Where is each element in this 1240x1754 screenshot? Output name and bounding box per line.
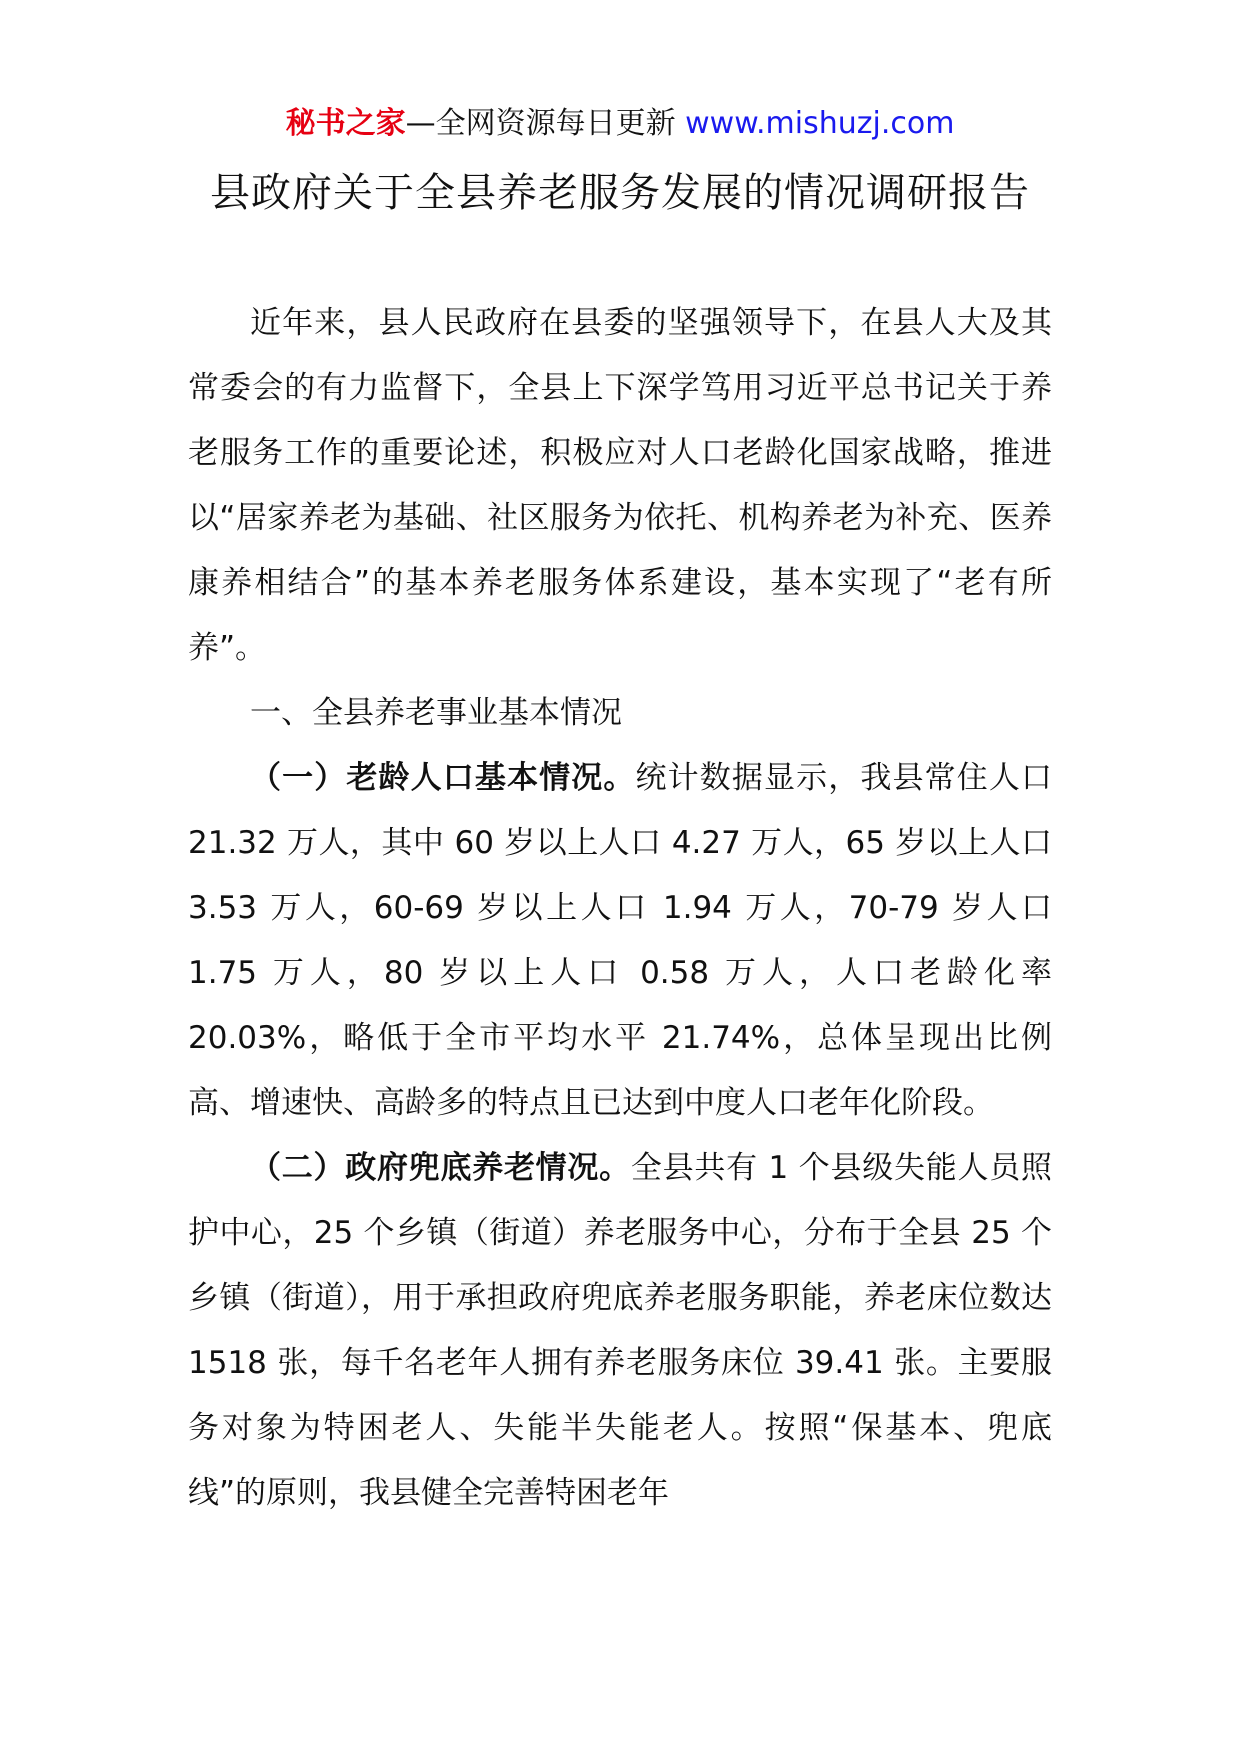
subsection-text-2: 全县共有 1 个县级失能人员照护中心，25 个乡镇（街道）养老服务中心，分布于全县 25 个乡镇（街道），用于承担政府兜底养老服务职能，养老床位数达 1518 张，每千名老年人拥有养老服务床位 39.41 张。主要服务对象为特困老人、失能半失能老人。按照“保基本、兜底线”的原则，我县健全完善特困老年 xyxy=(188,1150,1053,1511)
site-header xyxy=(0,100,1240,148)
header-tagline: —全网资源每日更新 xyxy=(405,106,686,141)
subsection-paragraph-2 xyxy=(188,1136,1052,1526)
site-url-link[interactable]: www.mishuzj.com xyxy=(685,106,955,141)
subsection-lead-2: （二）政府兜底养老情况。 xyxy=(250,1150,631,1186)
intro-paragraph: 近年来，县人民政府在县委的坚强领导下，在县人大及其常委会的有力监督下，全县上下深学笃用习近平总书记关于养老服务工作的重要论述，积极应对人口老龄化国家战略，推进以“居家养老为基础、社区服务为依托、机构养老为补充、医养康养相结合”的基本养老服务体系建设，基本实现了“老有所养”。 xyxy=(188,305,1052,666)
document-title: 县政府关于全县养老服务发展的情况调研报告 xyxy=(210,170,1030,216)
document-body xyxy=(188,291,1052,1526)
brand-name: 秘书之家 xyxy=(285,106,406,141)
subsection-paragraph-1 xyxy=(188,746,1052,1136)
section-heading: 一、全县养老事业基本情况 xyxy=(250,695,622,731)
subsection-lead-1: （一）老龄人口基本情况。 xyxy=(250,760,636,796)
subsection-text-1: 统计数据显示，我县常住人口 21.32 万人，其中 60 岁以上人口 4.27 万人，65 岁以上人口 3.53 万人，60-69 岁以上人口 1.94 万人，70-79 岁人口 1.75 万人，80 岁以上人口 0.58 万人，人口老龄化率 20.03%，略低于全市平均水平 21.74%，总体呈现出比例高、增速快、高龄多的特点且已达到中度人口老年化阶段。 xyxy=(188,760,1052,1121)
